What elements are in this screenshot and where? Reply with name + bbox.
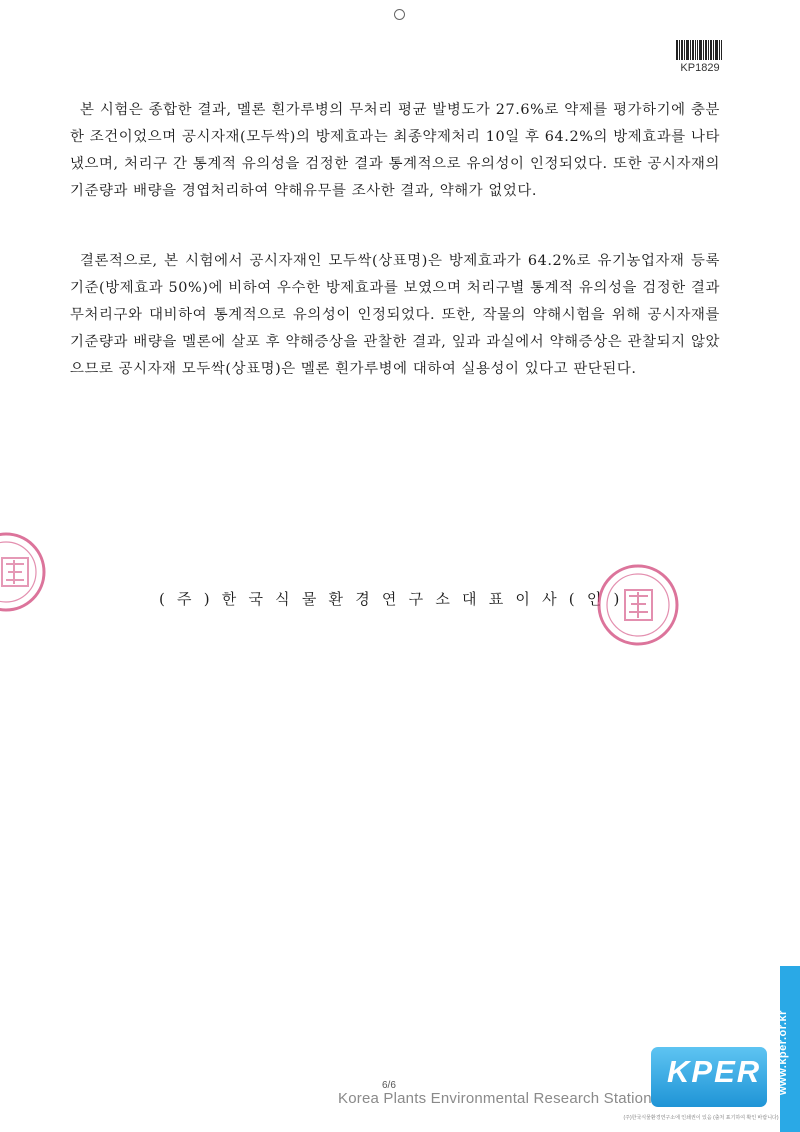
- website-text: www.kper.or.kr: [777, 1010, 789, 1095]
- footer-organization: Korea Plants Environmental Research Station: [338, 1090, 652, 1107]
- paragraph-conclusion: 결론적으로, 본 시험에서 공시자재인 모두싹(상표명)은 방제효과가 64.2%로 유기농업자재 등록기준(방제효과 50%)에 비하여 우수한 방제효과를 보였으며 처리구별 통계적 유의성을 검정한 결과 무처리구와 대비하여 통계적으로 유의성이 인정되었다. 또한, 작물의 약해시험을 위해 공시자재를 기준량과 배량을 멜론에 살포 후 약해증상을 관찰한 결과, 잎과 과실에서 약해증상은 관찰되지 않았으므로 공시자재 모두싹(상표명)은 멜론 흰가루병에 대하여 실용성이 있다고 판단된다.: [70, 253, 720, 377]
- seal-stamp-right: [596, 563, 680, 647]
- logo-caption: (주)한국식물환경연구소에 인쇄권이 있음 (출처 표기하여 확인 바랍니다): [623, 1115, 779, 1121]
- punch-hole: [394, 9, 405, 20]
- signature-line: (주)한국식물환경연구소대표이사(인): [159, 590, 632, 608]
- barcode: [676, 40, 722, 60]
- kper-logo-text: KPER: [667, 1054, 762, 1089]
- document-code: KP1829: [680, 62, 720, 74]
- paragraph-results: 본 시험은 종합한 결과, 멜론 흰가루병의 무처리 평균 발병도가 27.6%로 약제를 평가하기에 충분한 조건이었으며 공시자재(모두싹)의 방제효과는 최종약제처리 10일 후 64.2%의 방제효과를 나타냈으며, 처리구 간 통계적 유의성을 검정한 결과 통계적으로 유의성이 인정되었다. 또한 공시자재의 기준량과 배량을 경엽처리하여 약해유무를 조사한 결과, 약해가 없었다.: [70, 102, 720, 199]
- seal-stamp-left: [0, 530, 48, 614]
- page-number: 6/6: [382, 1080, 396, 1091]
